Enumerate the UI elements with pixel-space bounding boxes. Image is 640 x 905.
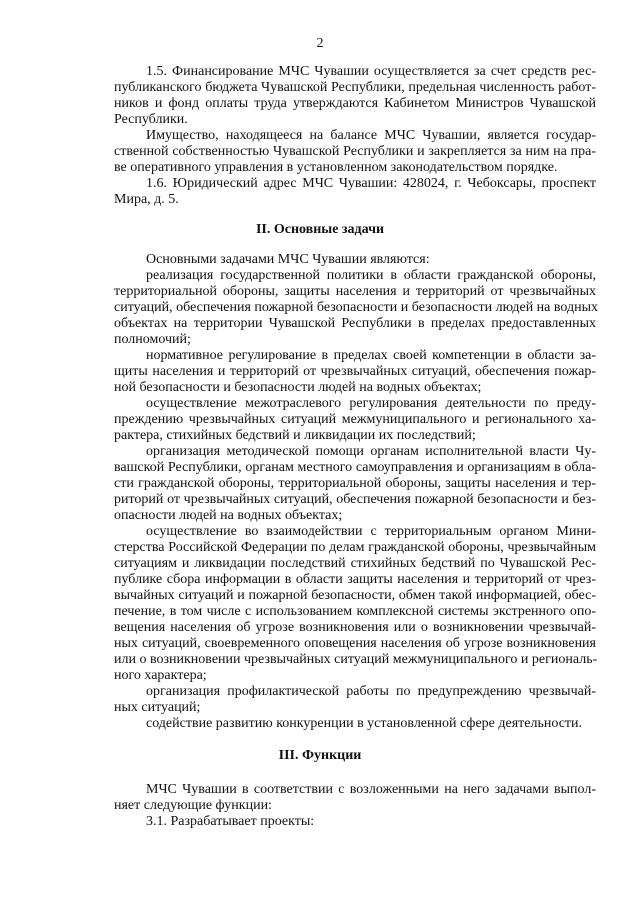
text-line: полномочий; <box>114 332 191 347</box>
text-line: вычайных ситуаций и пожарной безопасности, обмен такой информацией, обес- <box>114 588 596 603</box>
text-line: организация методической помощи органам исполнительной власти Чу- <box>146 444 596 459</box>
text-line: риторий от чрезвычайных ситуаций, обеспечения пожарной безопасности и без- <box>114 492 596 507</box>
section-heading: II. Основные задачи <box>255 222 385 237</box>
text-line: содействие развитию конкуренции в установленной сфере деятельности. <box>146 716 583 731</box>
text-line: 1.5. Финансирование МЧС Чувашии осуществляется за счет средств рес- <box>146 64 596 79</box>
text-line: 3.1. Разрабатывает проекты: <box>146 814 315 829</box>
text-line: ников и фонд оплаты труда утверждаются Кабинетом Министров Чувашской <box>114 96 596 111</box>
text-line: Имущество, находящееся на балансе МЧС Чувашии, является государ- <box>146 128 596 143</box>
text-line: няет следующие функции: <box>114 798 272 813</box>
text-line: вашской Республики, органам местного самоуправления и организациям в обла- <box>114 460 596 475</box>
text-line: ных ситуаций, своевременного оповещения населения об угрозе возникновения <box>114 636 596 651</box>
text-line: осуществление во взаимодействии с территориальным органом Мини- <box>146 524 596 539</box>
text-line: преждению чрезвычайных ситуаций межмуниципального и регионального ха- <box>114 412 596 427</box>
text-line: ного характера; <box>114 668 207 683</box>
text-line: МЧС Чувашии в соответствии с возложенными на него задачами выпол- <box>146 782 596 797</box>
text-line: публиканского бюджета Чувашской Республики, предельная численность работ- <box>114 80 596 95</box>
text-line: ве оперативного управления в установленном законодательством порядке. <box>114 160 558 175</box>
text-line: Мира, д. 5. <box>114 192 179 207</box>
text-line: печение, в том числе с использованием комплексной системы экстренного опо- <box>114 604 596 619</box>
text-line: нормативное регулирование в пределах своей компетенции в области за- <box>146 348 596 363</box>
section-heading: III. Функции <box>278 748 362 763</box>
text-line: щиты населения и территорий от чрезвычайных ситуаций, обеспечения пожар- <box>114 364 596 379</box>
text-line: организация профилактической работы по предупреждению чрезвычай- <box>146 684 596 699</box>
text-line: или о возникновении чрезвычайных ситуаций межмуниципального и региональ- <box>114 652 598 667</box>
text-line: осуществление межотраслевого регулирования деятельности по преду- <box>146 396 596 411</box>
text-line: публике сбора информации в области защиты населения и территорий от чрез- <box>114 572 596 587</box>
text-line: рактера, стихийных бедствий и ликвидации их последствий; <box>114 428 476 443</box>
text-line: ных ситуаций; <box>114 700 201 715</box>
text-line: вещения населения об угрозе возникновения или о возникновении чрезвычай- <box>114 620 596 635</box>
text-line: объектах на территории Чувашской Республики в пределах предоставленных <box>114 316 596 331</box>
text-line: сти гражданской обороны, территориальной обороны, защиты населения и тер- <box>114 476 596 491</box>
text-line: Республики. <box>114 112 188 127</box>
text-line: 1.6. Юридический адрес МЧС Чувашии: 428024, г. Чебоксары, проспект <box>146 176 596 191</box>
text-line: стерства Российской Федерации по делам гражданской обороны, чрезвычайным <box>114 540 596 555</box>
text-line: территориальной обороны, защиты населения и территорий от чрезвычайных <box>114 284 596 299</box>
text-line: реализация государственной политики в области гражданской обороны, <box>146 268 596 283</box>
page-number: 2 <box>316 36 324 51</box>
text-line: ситуациям и ликвидации последствий стихийных бедствий по Чувашской Рес- <box>114 556 596 571</box>
text-line: ной безопасности и безопасности людей на водных объектах; <box>114 380 482 395</box>
text-line: опасности людей на водных объектах; <box>114 508 343 523</box>
text-line: ственной собственностью Чувашской Республики и закрепляется за ним на пра- <box>114 144 596 159</box>
text-line: Основными задачами МЧС Чувашии являются: <box>146 252 430 267</box>
text-line: ситуаций, обеспечения пожарной безопасности и безопасности людей на водных <box>114 300 599 315</box>
